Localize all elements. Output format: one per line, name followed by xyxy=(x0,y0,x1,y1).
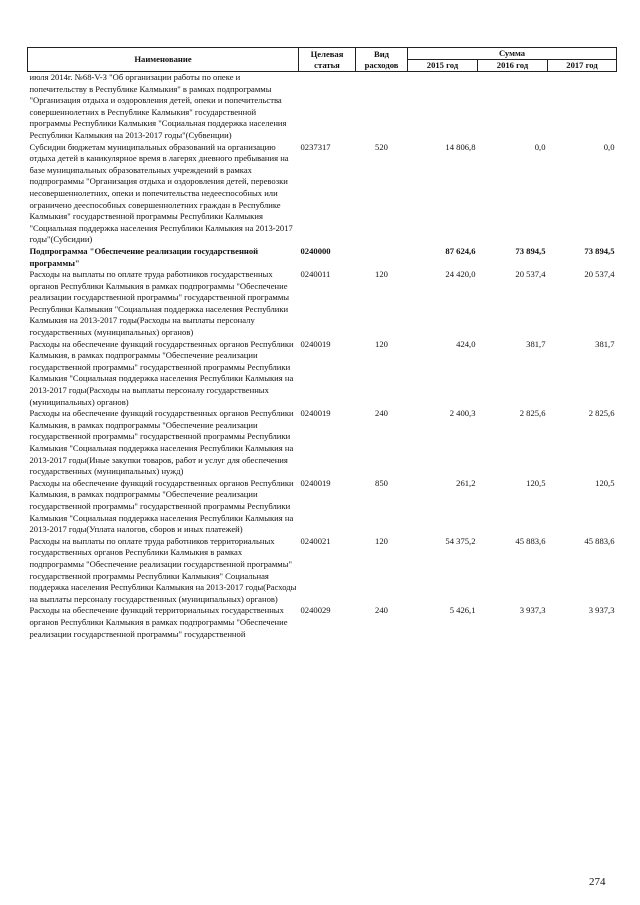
header-target-line1: Целевая xyxy=(310,48,344,59)
row-sum-2017: 381,7 xyxy=(595,338,615,349)
row-sum-2016: 381,7 xyxy=(526,338,546,349)
row-sum-2017: 3 937,3 xyxy=(588,605,615,616)
row-sum-2016: 2 825,6 xyxy=(519,408,546,419)
table-row xyxy=(28,478,617,536)
row-name: Расходы на обеспечение функций территориальных государственных органов Республики Калмыкия в рамках подпрограммы "Обеспечение реализации государственной программы" государственной xyxy=(29,605,288,639)
header-sum: Сумма xyxy=(408,48,617,60)
row-sum-2017: 45 883,6 xyxy=(584,535,615,546)
row-target-article: 0240019 xyxy=(300,477,331,488)
table-row xyxy=(28,339,617,409)
row-expense-type xyxy=(356,72,408,142)
row-sum-2017: 120,5 xyxy=(595,477,615,488)
row-target-article: 0240000 xyxy=(300,245,331,256)
row-sum-2015: 261,2 xyxy=(456,477,476,488)
table-row xyxy=(28,536,617,606)
table-row xyxy=(28,269,617,339)
budget-table xyxy=(27,47,617,640)
header-2017: 2017 год xyxy=(548,60,617,72)
row-expense-type: 240 xyxy=(375,605,388,616)
row-name: Расходы на выплаты по оплате труда работников территориальных государственных органов Республики Калмыкия в рамках подпрограммы "Обеспечение реализации государственной программы" государственной программы Республики Калмыкия" Социальная поддержка населения Республики Калмыкия на 2013-2017 годы(Расходы на выплаты персоналу государственных (муниципальных) органов) xyxy=(29,535,297,604)
row-sum-2015: 2 400,3 xyxy=(449,408,476,419)
table-row xyxy=(28,142,617,246)
row-expense-type: 120 xyxy=(375,269,388,280)
row-name: июля 2014г. №68-V-З "Об организации работы по опеке и попечительству в Республике Калмыкия" в рамках подпрограммы "Организация отдыха и оздоровления детей, опеки и попечительства совершеннолетних в Республике Калмыкия" государственной программы Республики Калмыкия "Социальная поддержка населения Республики Калмыкия на 2013-2017 годы"(Субвенции) xyxy=(29,72,287,140)
header-expense-type xyxy=(356,48,408,72)
row-target-article: 0240019 xyxy=(300,338,331,349)
row-sum-2017 xyxy=(548,72,617,142)
row-sum-2016: 20 537,4 xyxy=(515,269,546,280)
row-expense-type: 120 xyxy=(375,338,388,349)
row-name: Подпрограмма "Обеспечение реализации государственной программы" xyxy=(29,245,259,268)
row-sum-2015: 24 420,0 xyxy=(445,269,476,280)
header-type-line2: расходов xyxy=(364,59,399,70)
table-row xyxy=(28,72,617,142)
header-2016: 2016 год xyxy=(478,60,548,72)
row-expense-type: 120 xyxy=(375,535,388,546)
row-sum-2015: 5 426,1 xyxy=(449,605,476,616)
row-target-article: 0240029 xyxy=(300,605,331,616)
table-row xyxy=(28,605,617,640)
row-name: Расходы на обеспечение функций государственных органов Республики Калмыкия, в рамках подпрограммы "Обеспечение реализации государственной программы" государственной программы Республики Калмыкия "Социальная поддержка населения Республики Калмыкия на 2013-2017 годы(Иные закупки товаров, работ и услуг для обеспечения государственных (муниципальных) нужд) xyxy=(29,408,294,477)
row-sum-2017: 2 825,6 xyxy=(588,408,615,419)
row-target-article: 0240011 xyxy=(300,269,331,280)
header-type-line1: Вид xyxy=(373,48,390,59)
table-row-subprogram xyxy=(28,246,617,269)
table-body xyxy=(28,72,617,641)
row-sum-2017: 0,0 xyxy=(603,141,615,152)
header-target-line2: статья xyxy=(314,59,340,70)
row-target-article: 0240021 xyxy=(300,535,331,546)
row-expense-type: 850 xyxy=(375,477,388,488)
row-name: Расходы на обеспечение функций государственных органов Республики Калмыкия, в рамках подпрограммы "Обеспечение реализации государственной программы" государственной программы Республики Калмыкия "Социальная поддержка населения Республики Калмыкия на 2013-2017 годы(Расходы на выплаты персоналу государственных (муниципальных) органов) xyxy=(29,338,294,407)
header-2015: 2015 год xyxy=(408,60,478,72)
row-sum-2015: 87 624,6 xyxy=(445,245,476,256)
row-sum-2016: 0,0 xyxy=(534,141,546,152)
table-header xyxy=(28,48,617,72)
row-sum-2016: 3 937,3 xyxy=(519,605,546,616)
row-sum-2015 xyxy=(408,72,478,142)
row-sum-2017: 73 894,5 xyxy=(584,245,615,256)
row-expense-type: 240 xyxy=(375,408,388,419)
header-target-article xyxy=(299,48,356,72)
row-name: Субсидии бюджетам муниципальных образований на организацию отдыха детей в каникулярное время в лагерях дневного пребывания на базе муниципальных образовательных учреждений в рамках подпрограммы "Организация отдыха и оздоровления детей, перевозки несовершеннолетних, опеки и попечительства недееспособных или ограничено дееспособных совершеннолетних граждан в Республике Калмыкия" государственной программы Республики Калмыкия "Социальная поддержка населения Республики Калмыкия на 2013-2017 годы"(Субсидии) xyxy=(29,141,293,245)
row-target-article: 0237317 xyxy=(300,141,331,152)
row-target-article xyxy=(299,72,356,142)
row-sum-2015: 54 375,2 xyxy=(445,535,476,546)
row-sum-2016: 73 894,5 xyxy=(515,245,546,256)
row-target-article: 0240019 xyxy=(300,408,331,419)
header-name: Наименование xyxy=(28,48,299,72)
page-number: 274 xyxy=(589,876,606,888)
row-name: Расходы на обеспечение функций государственных органов Республики Калмыкия, в рамках подпрограммы "Обеспечение реализации государственной программы" государственной программы Республики Калмыкия "Социальная поддержка населения Республики Калмыкия на 2013-2017 годы(Уплата налогов, сборов и иных платежей) xyxy=(29,477,294,535)
row-expense-type xyxy=(356,246,408,269)
row-sum-2015: 14 806,8 xyxy=(445,141,476,152)
row-sum-2016: 45 883,6 xyxy=(515,535,546,546)
row-sum-2016: 120,5 xyxy=(526,477,546,488)
row-name: Расходы на выплаты по оплате труда работников государственных органов Республики Калмыкия в рамках подпрограммы "Обеспечение реализации государственной программы" государственной программы Республики Калмыкия "Социальная поддержка населения Республики Калмыкия на 2013-2017 годы(Расходы на выплаты персоналу государственных (муниципальных) органов) xyxy=(29,269,290,338)
row-expense-type: 520 xyxy=(375,141,388,152)
row-sum-2016 xyxy=(478,72,548,142)
row-sum-2017: 20 537,4 xyxy=(584,269,615,280)
row-sum-2015: 424,0 xyxy=(456,338,476,349)
table-row xyxy=(28,408,617,478)
